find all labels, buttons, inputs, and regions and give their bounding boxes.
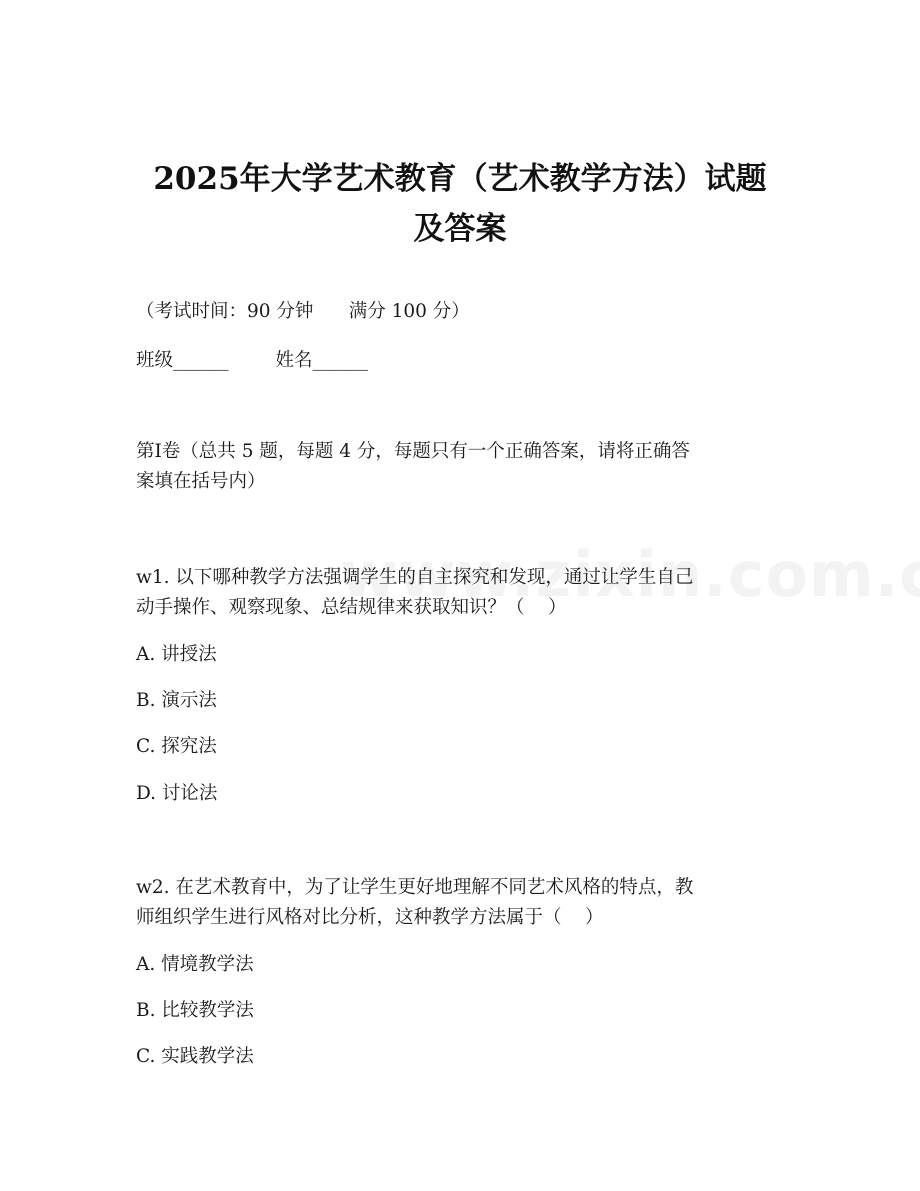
section-header-line-1: 第Ⅰ卷（总共 5 题，每题 4 分，每题只有一个正确答案，请将正确答 <box>136 441 690 462</box>
option-b: B. 比较教学法 <box>136 1000 254 1021</box>
question-stem-line-2: 动手操作、观察现象、总结规律来获取知识？（ ） <box>136 597 567 618</box>
question-stem-line-1: w1. 以下哪种教学方法强调学生的自主探究和发现，通过让学生自己 <box>136 567 694 588</box>
option-a: A. 情境教学法 <box>136 954 254 975</box>
option-d: D. 讨论法 <box>136 783 218 804</box>
option-a: A. 讲授法 <box>136 644 217 665</box>
section-header-line-2: 案填在括号内） <box>136 471 266 492</box>
document-title-line-2: 及答案 <box>413 211 507 247</box>
document-title-line-1: 2025年大学艺术教育（艺术教学方法）试题 <box>153 161 767 197</box>
question-stem-line-1: w2. 在艺术教育中，为了让学生更好地理解不同艺术风格的特点，教 <box>136 877 694 898</box>
option-c: C. 实践教学法 <box>136 1046 254 1067</box>
class-name-fields: 班级______ 姓名______ <box>136 350 369 371</box>
option-c: C. 探究法 <box>136 736 217 757</box>
exam-info: （考试时间：90 分钟 满分 100 分） <box>136 301 470 322</box>
question-stem-line-2: 师组织学生进行风格对比分析，这种教学方法属于（ ） <box>136 907 604 928</box>
option-b: B. 演示法 <box>136 690 217 711</box>
